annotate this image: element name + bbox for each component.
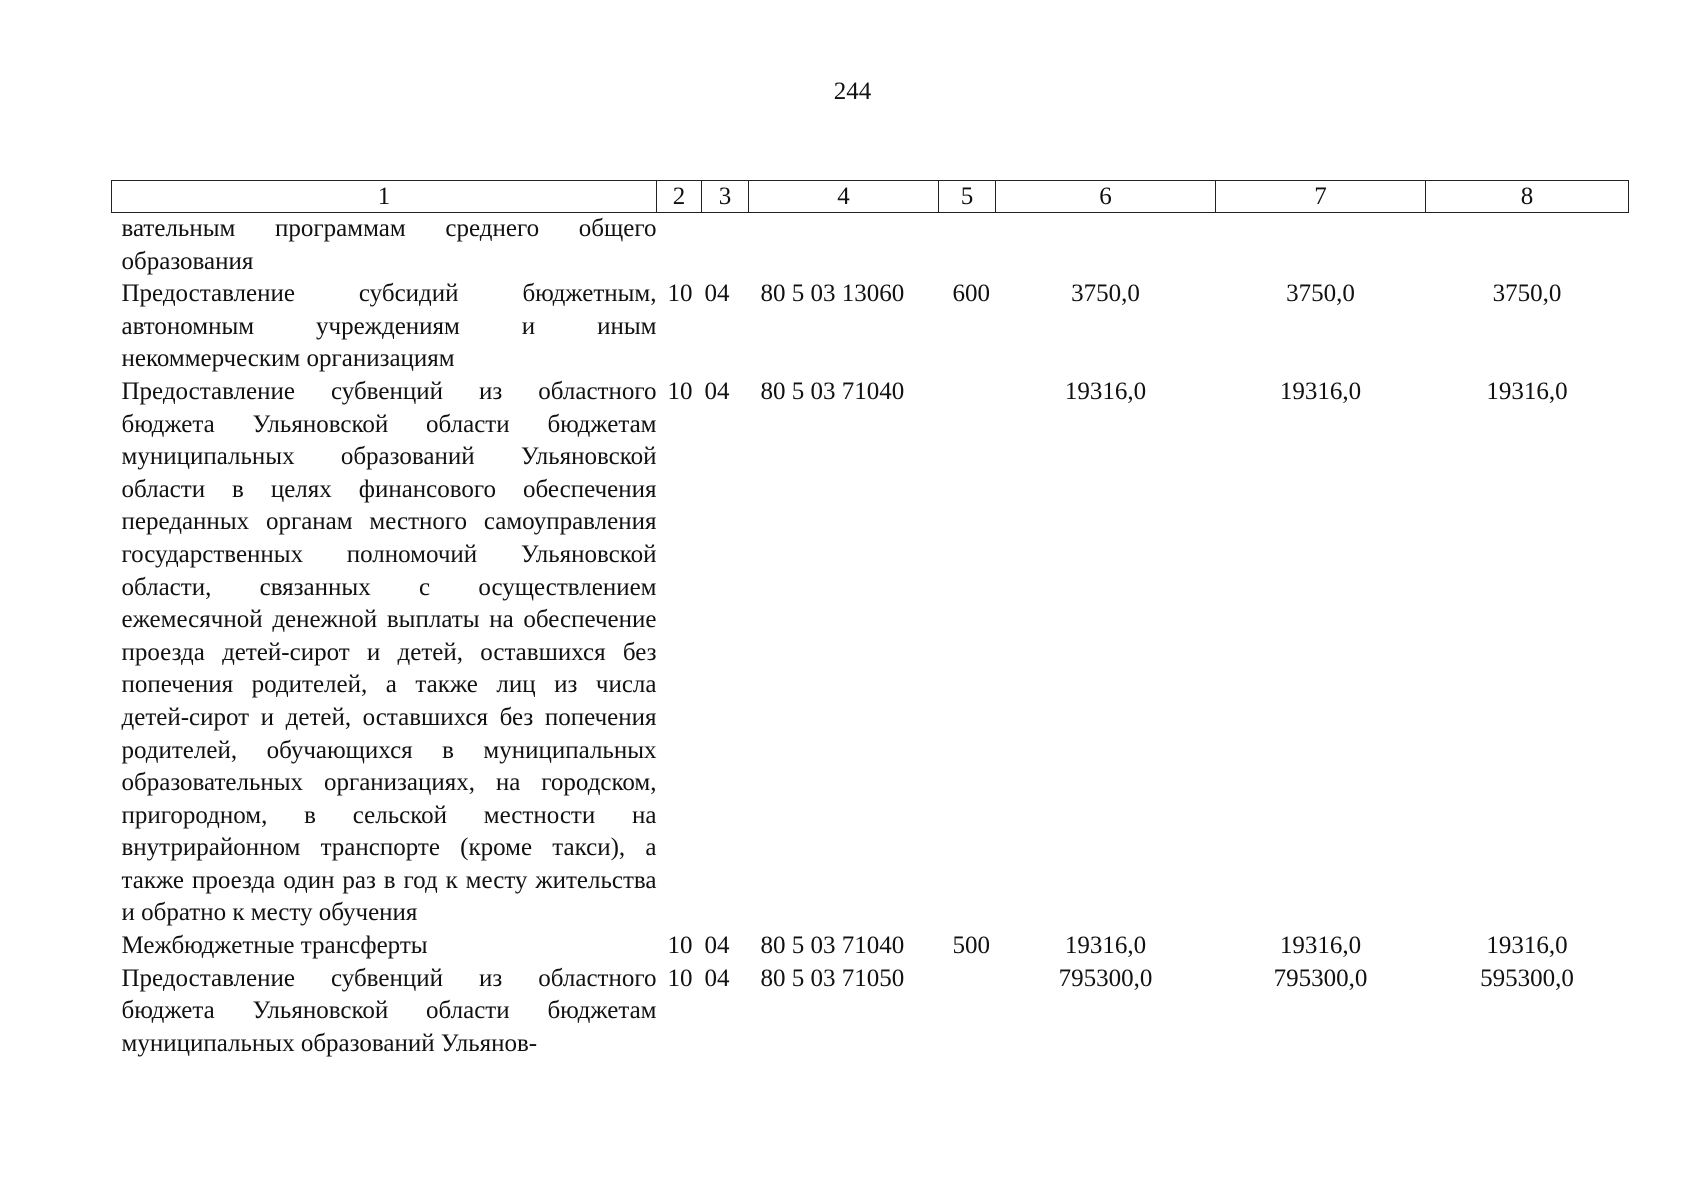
row-name: Предоставление субвенций из областного бюджета Ульяновской области бюджетам муниципальных образований Ульянов- (121, 964, 657, 1057)
row-subsection (702, 213, 749, 279)
row-expense-type: 600 (952, 280, 990, 308)
row-target-code: 80 5 03 71040 (760, 932, 905, 960)
row-amount-col8: 3750,0 (1492, 280, 1562, 308)
row-name: Межбюджетные трансферты (121, 932, 428, 960)
row-amount-col6: 3750,0 (1071, 280, 1140, 308)
table-row (112, 213, 1629, 279)
row-expense-type: 500 (952, 932, 990, 960)
header-col-6: 6 (996, 181, 1216, 213)
row-name: вательным программам среднего общего образования (121, 215, 657, 275)
budget-table (111, 180, 1629, 1060)
header-row (112, 181, 1629, 213)
header-col-5: 5 (939, 181, 996, 213)
table-row (112, 963, 1629, 1061)
table-row (112, 278, 1629, 376)
header-col-7: 7 (1216, 181, 1426, 213)
row-section: 10 (667, 280, 693, 308)
header-col-8: 8 (1426, 181, 1629, 213)
row-target-code: 80 5 03 71040 (760, 377, 905, 405)
header-col-3: 3 (702, 181, 749, 213)
table-row (112, 376, 1629, 930)
table-row (112, 930, 1629, 963)
row-section: 10 (667, 964, 693, 992)
header-col-1: 1 (112, 181, 657, 213)
row-section (657, 213, 702, 279)
row-amount-col8: 19316,0 (1486, 377, 1568, 405)
row-subsection: 04 (704, 932, 730, 960)
row-name: Предоставление субвенций из областного бюджета Ульяновской области бюджетам муниципальных образований Ульяновской области в целях финансового обеспечения переданных органам местного самоуправления государственных полномочий Ульяновской области, связанных с осуществлением ежемесячной денежной выплаты на обеспечение проезда детей-сирот и детей, оставшихся без попечения родителей, а также лиц из числа детей-сирот и детей, оставшихся без попечения родителей, обучающихся в муниципальных образовательных организациях, на городском, пригородном, в сельской местности на внутрирайонном транспорте (кроме такси), а также проезда один раз в год к месту жительства и обратно к месту обучения (121, 377, 657, 927)
row-amount-col6: 19316,0 (1064, 932, 1147, 960)
row-amount-col6: 795300,0 (1058, 964, 1153, 992)
row-amount-col6 (996, 213, 1216, 279)
row-amount-col7: 3750,0 (1286, 280, 1355, 308)
header-col-4: 4 (749, 181, 939, 213)
row-amount-col7: 19316,0 (1279, 377, 1362, 405)
row-amount-col7 (1216, 213, 1426, 279)
row-expense-type (939, 376, 996, 930)
row-subsection: 04 (704, 280, 730, 308)
row-target-code: 80 5 03 13060 (760, 280, 905, 308)
row-expense-type (939, 963, 996, 1061)
row-target-code (749, 213, 939, 279)
header-col-2: 2 (657, 181, 702, 213)
row-amount-col8: 595300,0 (1480, 964, 1574, 992)
row-amount-col7: 795300,0 (1273, 964, 1368, 992)
page-number: 244 (833, 78, 872, 105)
row-amount-col8 (1426, 213, 1629, 279)
row-target-code: 80 5 03 71050 (760, 964, 905, 992)
row-section: 10 (667, 932, 693, 960)
row-amount-col8: 19316,0 (1486, 932, 1568, 960)
row-section: 10 (667, 377, 693, 405)
row-amount-col6: 19316,0 (1064, 377, 1147, 405)
row-expense-type (939, 213, 996, 279)
row-subsection: 04 (704, 377, 730, 405)
row-name: Предоставление субсидий бюджетным, автономным учреждениям и иным некоммерческим организациям (121, 280, 657, 373)
row-subsection: 04 (704, 964, 730, 992)
row-amount-col7: 19316,0 (1279, 932, 1362, 960)
